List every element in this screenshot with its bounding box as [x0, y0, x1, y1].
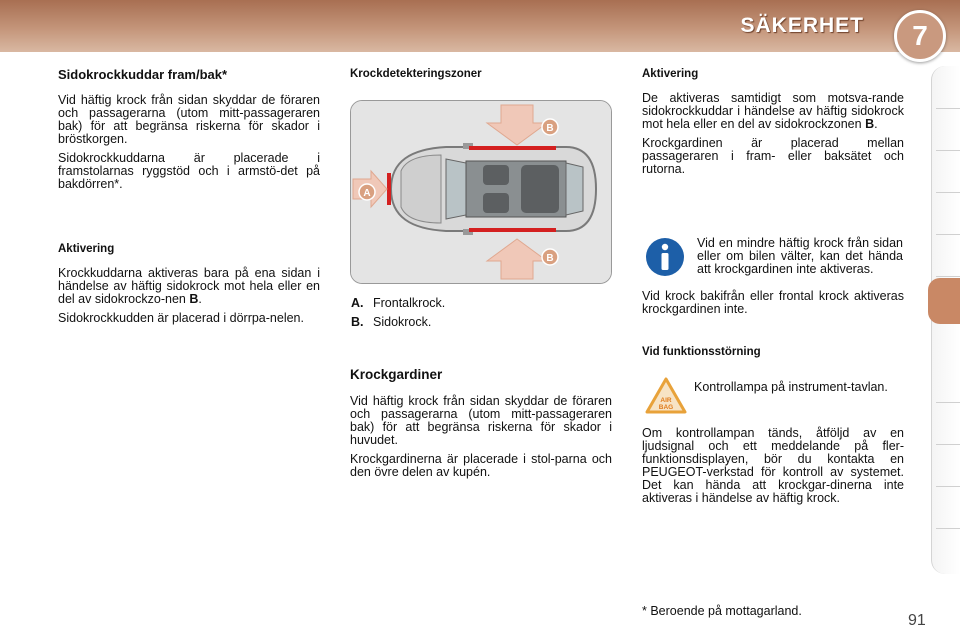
legend-key: A. — [351, 296, 364, 310]
punctuation: . — [198, 292, 202, 306]
chapter-title: SÄKERHET — [740, 14, 864, 37]
side-tab-divider — [936, 108, 960, 109]
zone-label-b-top: B — [546, 123, 554, 134]
car-topview-illustration — [351, 101, 611, 283]
legend-text: Frontalkrock. — [373, 296, 446, 310]
malfunction-header — [642, 346, 904, 370]
warning-icon-text: BAG — [658, 404, 674, 411]
warning-note — [694, 381, 904, 400]
side-tab-divider — [936, 234, 960, 235]
legend-item-b — [351, 315, 431, 329]
header-bar — [0, 0, 960, 52]
info-note-continued — [642, 290, 904, 322]
page-number: 91 — [908, 612, 926, 629]
section-title: Krockgardiner — [350, 367, 443, 382]
warning-icon-text: AIR — [660, 397, 672, 404]
warning-text: Kontrollampa på instrument-tavlan. — [694, 380, 888, 394]
zone-reference: B — [189, 292, 199, 306]
side-tab-current-chapter[interactable] — [928, 278, 960, 324]
paragraph-text: Krockkuddarna aktiveras bara på ena sidan i händelse av häftig sidokrock mot hela eller en del av sidokrockzo-nen — [58, 266, 320, 306]
footnote: * Beroende på mottagarland. — [642, 604, 802, 618]
subsection-title: Krockdetekteringszoner — [350, 68, 482, 80]
airbag-warning-icon — [645, 377, 687, 415]
side-tab-divider — [936, 276, 960, 277]
legend-item-a — [351, 296, 445, 310]
paragraph: Sidokrockkuddarna är placerade i framstolarnas ryggstöd och i armstö-det på bakdörren*. — [58, 151, 320, 191]
section-title: Sidokrockkuddar fram/bak* — [58, 67, 228, 82]
zone-label-b-bottom: B — [546, 253, 554, 264]
middle-column-curtains — [350, 368, 612, 485]
chapter-number-badge: 7 — [894, 10, 946, 62]
punctuation: . — [874, 117, 878, 131]
right-column-top — [642, 68, 904, 182]
malfunction-text — [642, 427, 904, 511]
subsection-title: Aktivering — [642, 68, 699, 80]
legend-key: B. — [351, 315, 364, 329]
side-tab-divider — [936, 444, 960, 445]
paragraph: Vid häftig krock från sidan skyddar de föraren och passagerarna (utom mitt-passageraren bak) för att begränsa riskerna för skador i bröstkorgen. — [58, 93, 320, 146]
zone-label-a: A — [363, 188, 371, 199]
paragraph: Sidokrockkudden är placerad i dörrpa-nelen. — [58, 311, 304, 325]
info-note — [697, 237, 903, 282]
subsection-title: Aktivering — [58, 243, 115, 255]
info-icon — [645, 237, 685, 277]
paragraph: Om kontrollampan tänds, åtföljd av en ljudsignal och ett meddelande på fler-funktionsdisplayen, bör du kontakta en PEUGEOT-verkstad för kontroll av systemet. Det kan hända att krockgar-dinerna inte aktiveras i händelse av häftig krock. — [642, 426, 904, 505]
zone-reference: B — [865, 117, 875, 131]
side-tab-divider — [936, 192, 960, 193]
info-text: Vid krock bakifrån eller frontal krock aktiveras krockgardinen inte. — [642, 289, 904, 316]
middle-column-header — [350, 68, 612, 92]
legend-text: Sidokrock. — [373, 315, 432, 329]
paragraph — [58, 267, 320, 306]
side-tab-divider — [936, 486, 960, 487]
side-tab-divider — [936, 528, 960, 529]
left-column — [58, 68, 320, 331]
side-tab-divider — [936, 150, 960, 151]
paragraph-text: De aktiveras samtidigt som motsva-rande sidokrockkuddar i händelse av häftig sidokrock mot hela eller en del av sidokrockzonen — [642, 91, 904, 131]
crash-zones-diagram — [350, 100, 612, 284]
paragraph: Vid häftig krock från sidan skyddar de föraren och passagerarna (utom mitt-passageraren bak) för att begränsa riskerna för skador i huvudet. — [350, 394, 612, 447]
subsection-title: Vid funktionsstörning — [642, 346, 761, 358]
side-tab-divider — [936, 402, 960, 403]
paragraph: Krockgardinerna är placerade i stol-parna och den övre delen av kupén. — [350, 452, 612, 479]
paragraph: Krockgardinen är placerad mellan passageraren i fram- eller baksätet och rutorna. — [642, 136, 904, 176]
info-text: Vid en mindre häftig krock från sidan eller om bilen välter, kan det hända att krockgardinen inte aktiveras. — [697, 236, 903, 276]
paragraph — [642, 92, 904, 131]
